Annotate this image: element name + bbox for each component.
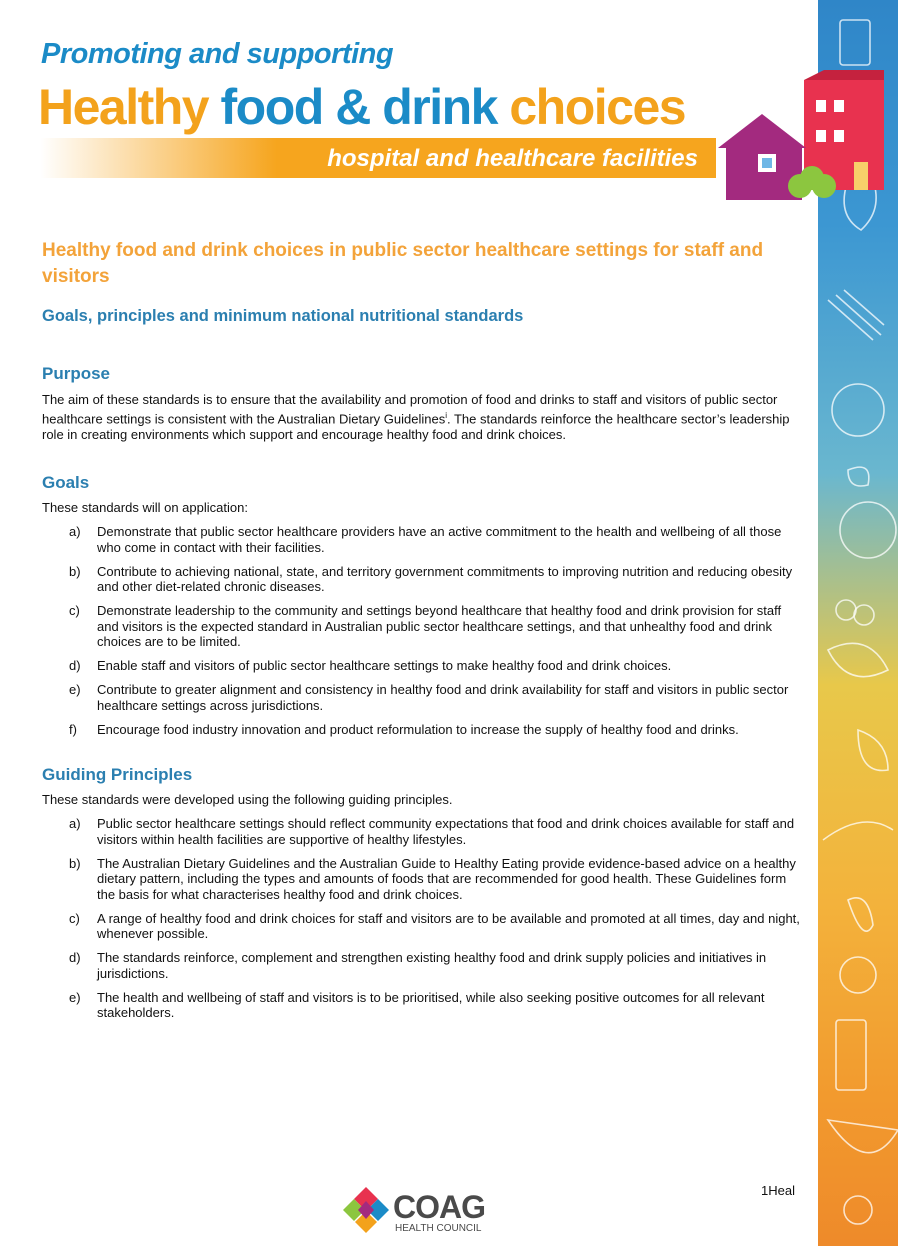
purpose-text xyxy=(42,392,802,443)
list-item: a) Demonstrate that public sector healthcare providers have an active commitment to the health and wellbeing of all those who come in contact with their facilities. xyxy=(69,524,782,555)
header-subtitle: Promoting and supporting xyxy=(41,38,394,70)
footnote-mark: i xyxy=(445,411,447,420)
goals-list xyxy=(42,524,802,746)
principles-intro: These standards were developed using the following guiding principles. xyxy=(42,792,453,807)
banner-text: hospital and healthcare facilities xyxy=(327,145,698,172)
houses-illustration xyxy=(712,70,898,210)
header-banner xyxy=(40,138,716,178)
list-item: d) The standards reinforce, complement and strengthen existing healthy food and drink supply policies and initiatives in jurisdictions. xyxy=(69,950,767,981)
purpose-heading: Purpose xyxy=(42,364,111,383)
header-title-food-drink: food & drink xyxy=(220,79,497,135)
page-number: 1Heal xyxy=(761,1183,795,1198)
goals-heading: Goals xyxy=(42,473,90,492)
purpose-text-part1: The aim of these standards is to ensure that the availability and promotion of food and drinks to staff and visitors of public sector healthcare settings is consistent with the Australian Dietary Guidelines xyxy=(42,392,778,427)
logo-text: COAG xyxy=(393,1189,485,1225)
list-item: c) Demonstrate leadership to the community and settings beyond healthcare that healthy food and drink provision for staff and visitors is the expected standard in Australian public sector healthcare settings, and that unhealthy food and drink choices are to be limited. xyxy=(69,603,782,649)
list-item: c) A range of healthy food and drink choices for staff and visitors are to be available and promoted at all times, day and night, whenever possible. xyxy=(69,910,800,941)
coag-logo-icon xyxy=(341,1185,391,1235)
header-title-choices: choices xyxy=(509,79,686,135)
coag-logo xyxy=(341,1185,511,1237)
list-item: e) Contribute to greater alignment and consistency in healthy food and drink availability for staff and visitors in public sector healthcare settings across jurisdictions. xyxy=(69,682,789,713)
goals-intro: These standards will on application: xyxy=(42,500,248,515)
list-item: e) The health and wellbeing of staff and visitors is to be prioritised, while also seeking positive outcomes for all relevant stakeholders. xyxy=(69,989,765,1020)
principles-heading: Guiding Principles xyxy=(42,765,193,784)
list-item: b) The Australian Dietary Guidelines and the Australian Guide to Healthy Eating provide evidence-based advice on a healthy dietary pattern, including the types and amounts of foods that are recommended for good health. These Guidelines form the basis for what characterises healthy food and drink choices. xyxy=(69,855,796,902)
list-item: d) Enable staff and visitors of public sector healthcare settings to make healthy food and drink choices. xyxy=(69,658,672,673)
page-title: Healthy food and drink choices in public sector healthcare settings for staff and visitors xyxy=(42,240,764,287)
logo-subtext: HEALTH COUNCIL xyxy=(395,1223,482,1234)
purpose-text-part2: . The standards reinforce the healthcare sector’s leadership role in creating environments which support and encourage healthy food and drink choices. xyxy=(42,411,790,443)
header-title xyxy=(38,78,685,136)
list-item: f) Encourage food industry innovation and product reformulation to increase the supply of healthy food and drinks. xyxy=(69,721,739,737)
list-item: b) Contribute to achieving national, state, and territory government commitments to improving nutrition and reducing obesity and other diet-related chronic diseases. xyxy=(69,563,793,594)
header-title-healthy: Healthy xyxy=(38,79,209,135)
principles-list xyxy=(42,816,802,1029)
list-item: a) Public sector healthcare settings should reflect community expectations that food and drink choices available for staff and visitors within health facilities are supportive of healthy lifestyles. xyxy=(69,816,795,847)
page-subtitle: Goals, principles and minimum national nutritional standards xyxy=(42,307,524,325)
